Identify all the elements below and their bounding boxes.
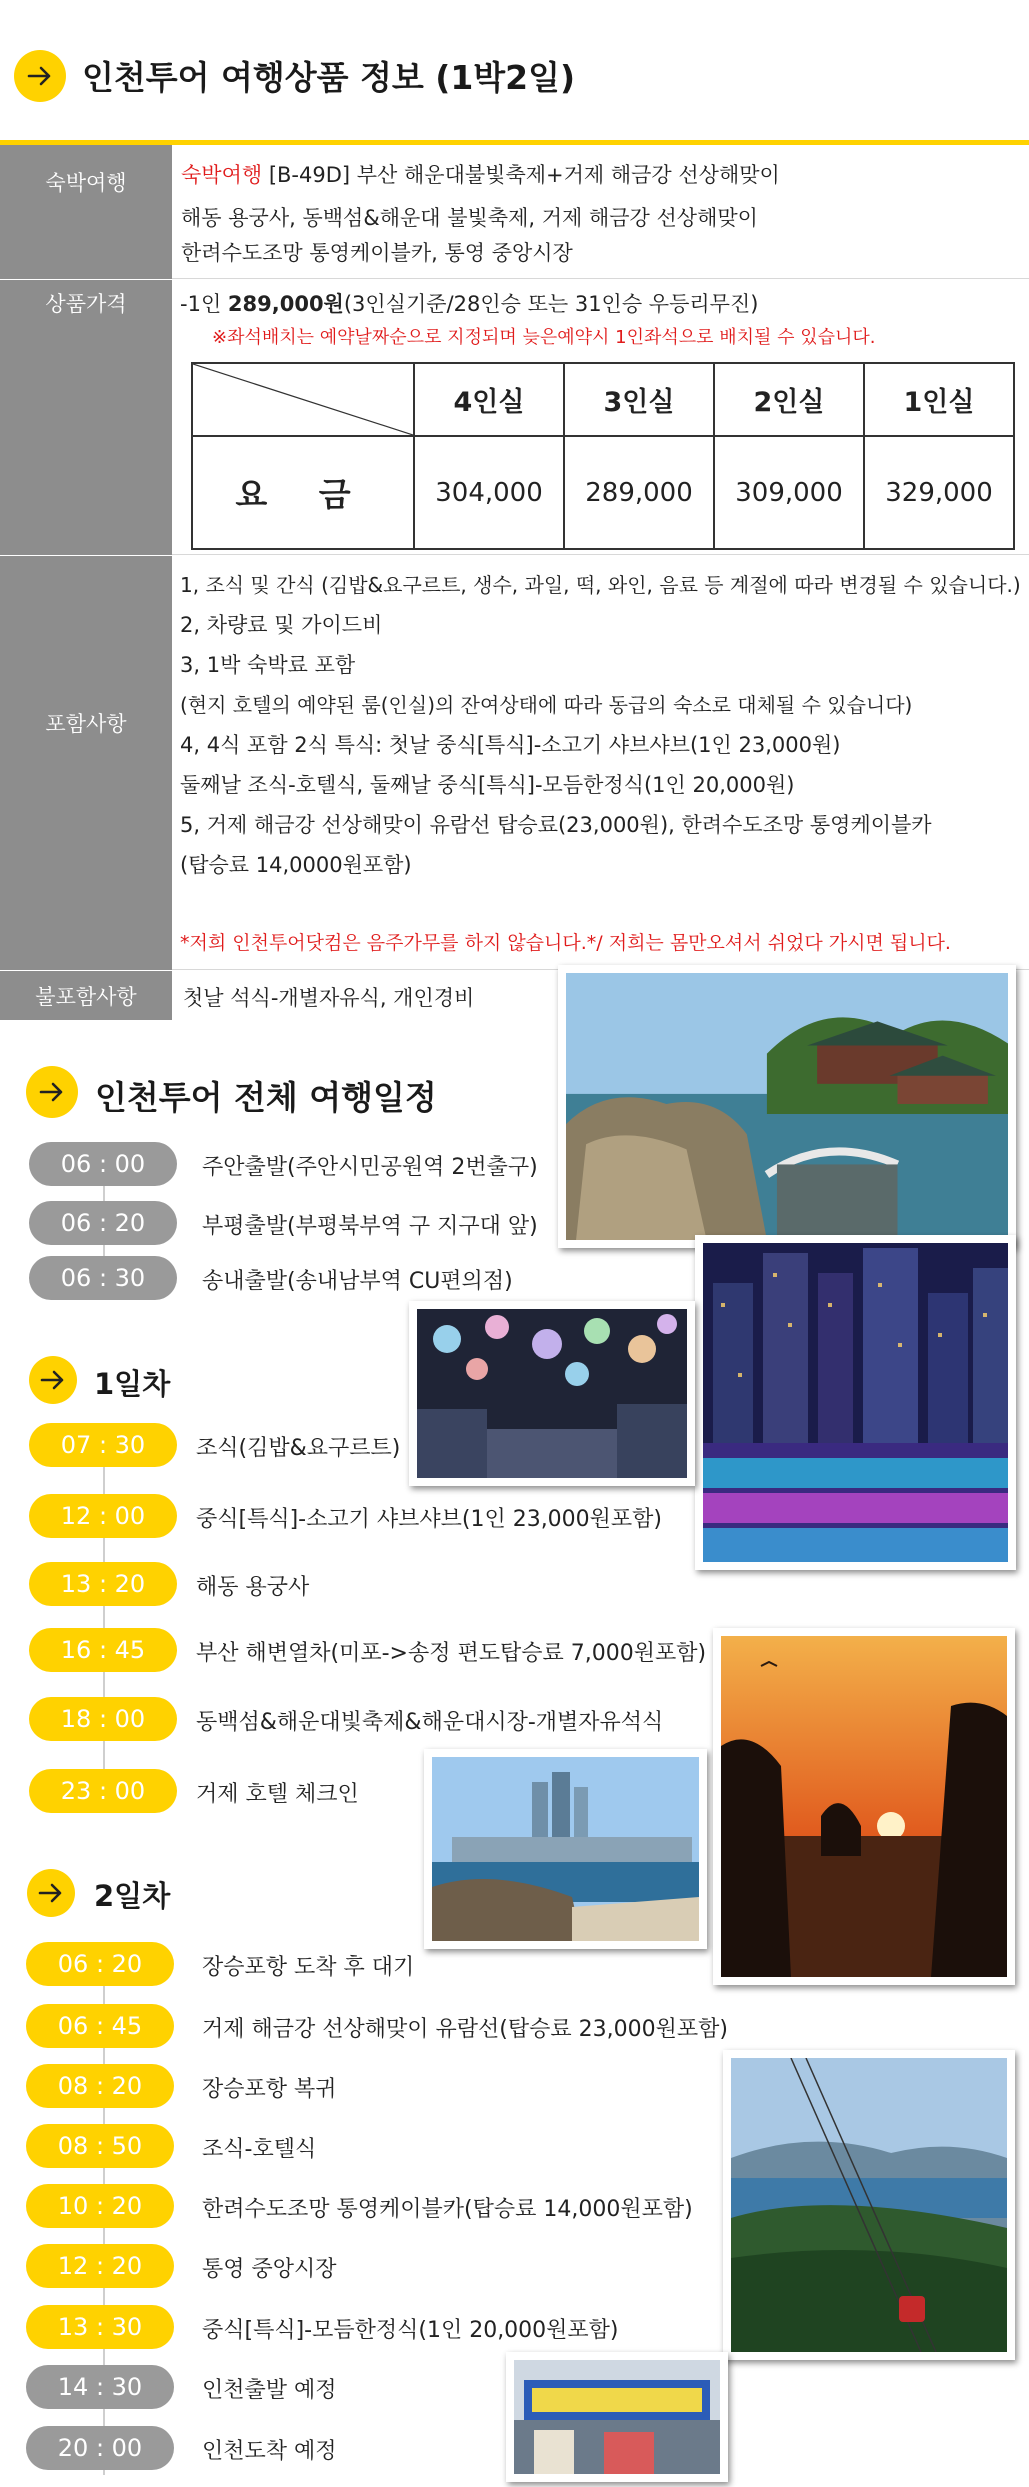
schedule-arrow-icon [26, 1066, 78, 1118]
schedule-item: 인천도착 예정 [202, 2439, 337, 2464]
overnight-line3: 한려수도조망 통영케이블카, 통영 중앙시장 [181, 241, 573, 265]
schedule-item: 조식(김밥&요구르트) [196, 1436, 401, 1461]
beach-skyline-photo [424, 1749, 707, 1949]
included-cell [172, 556, 1029, 970]
schedule-item: 한려수도조망 통영케이블카(탑승료 14,000원포함) [202, 2197, 693, 2222]
label-excluded: 불포함사항 [0, 971, 172, 1020]
schedule-item: 거제 해금강 선상해맞이 유람선(탑승료 23,000원포함) [202, 2017, 728, 2042]
day2-title: 2일차 [94, 1879, 171, 1913]
schedule-item: 장승포항 복귀 [202, 2077, 337, 2102]
fee-3: 289,000 [564, 436, 714, 549]
included-line-6: 둘째날 조식-호텔식, 둘째날 중식[특식]-모듬한정식(1인 20,000원) [180, 773, 795, 797]
overnight-line2: 해동 용궁사, 동백섬&해운대 불빛축제, 거제 해금강 선상해맞이 [181, 206, 758, 230]
schedule-item: 주안출발(주안시민공원역 2번출구) [202, 1155, 538, 1180]
day1-title: 1일차 [94, 1367, 171, 1401]
price-amount: 289,000원 [227, 292, 344, 316]
time-pill: 06 : 30 [29, 1256, 177, 1300]
overnight-line1 [181, 159, 780, 189]
diagonal-cell [192, 363, 414, 436]
schedule-item: 중식[특식]-모듬한정식(1인 20,000원포함) [202, 2318, 619, 2343]
schedule-item: 부산 해변열차(미포->송정 편도탑승료 7,000원포함) [196, 1641, 707, 1666]
time-pill: 08 : 20 [26, 2064, 174, 2108]
notice-text: *저희 인천투어닷컴은 음주가무를 하지 않습니다.*/ 저희는 몸만오셔서 쉬었다 가시면 됩니다. [180, 932, 951, 954]
label-included: 포함사항 [0, 556, 172, 970]
time-pill: 06 : 45 [26, 2004, 174, 2048]
header-arrow-icon [14, 50, 66, 102]
time-pill: 13 : 30 [26, 2305, 174, 2349]
time-pill: 20 : 00 [26, 2426, 174, 2470]
overnight-cell [172, 145, 1029, 279]
schedule-item: 거제 호텔 체크인 [196, 1782, 359, 1807]
time-pill: 16 : 45 [29, 1628, 177, 1672]
schedule-item: 송내출발(송내남부역 CU편의점) [202, 1269, 513, 1294]
schedule-title: 인천투어 전체 여행일정 [95, 1078, 437, 1117]
time-pill: 13 : 20 [29, 1562, 177, 1606]
excluded-text: 첫날 석식-개별자유식, 개인경비 [183, 986, 475, 1010]
label-overnight: 숙박여행 [0, 145, 172, 279]
overnight-title: [B-49D] 부산 해운대불빛축제+거제 해금강 선상해맞이 [262, 163, 780, 187]
fee-4: 304,000 [414, 436, 564, 549]
room-4: 4인실 [414, 363, 564, 436]
temple-photo [558, 965, 1016, 1248]
included-line-2: 2, 차량료 및 가이드비 [180, 613, 383, 637]
time-pill: 06 : 20 [29, 1201, 177, 1245]
time-pill: 14 : 30 [26, 2365, 174, 2409]
market-photo [506, 2352, 728, 2482]
included-line-7: 5, 거제 해금강 선상해맞이 유람선 탑승료(23,000원), 한려수도조망 통영케이블카 [180, 813, 932, 837]
included-line-3: 3, 1박 숙박료 포함 [180, 653, 356, 677]
sunrise-photo [713, 1628, 1015, 1985]
schedule-item: 해동 용궁사 [196, 1575, 310, 1600]
fee-1: 329,000 [864, 436, 1014, 549]
room-2: 2인실 [714, 363, 864, 436]
overnight-tag: 숙박여행 [181, 163, 263, 187]
schedule-item: 중식[특식]-소고기 샤브샤브(1인 23,000원포함) [196, 1507, 663, 1532]
included-line-5: 4, 4식 포함 2식 특식: 첫날 중식[특식]-소고기 샤브샤브(1인 23,000원) [180, 733, 841, 757]
price-line: -1인 289,000원(3인실기준/28인승 또는 31인승 우등리무진) [180, 292, 759, 316]
night-light-festival-photo [695, 1235, 1016, 1570]
time-pill: 18 : 00 [29, 1697, 177, 1741]
schedule-item: 부평출발(부평북부역 구 지구대 앞) [202, 1214, 538, 1239]
time-pill: 12 : 20 [26, 2244, 174, 2288]
time-pill: 23 : 00 [29, 1769, 177, 1813]
page-title: 인천투어 여행상품 정보 (1박2일) [82, 58, 576, 97]
time-pill: 06 : 20 [26, 1942, 174, 1986]
fee-2: 309,000 [714, 436, 864, 549]
schedule-item: 동백섬&해운대빛축제&해운대시장-개별자유석식 [196, 1710, 664, 1735]
price-table [191, 362, 1015, 550]
included-line-8: (탑승료 14,0000원포함) [180, 853, 412, 877]
cable-car-photo [723, 2050, 1015, 2360]
room-3: 3인실 [564, 363, 714, 436]
time-pill: 07 : 30 [29, 1423, 177, 1467]
time-pill: 06 : 00 [29, 1142, 177, 1186]
schedule-item: 장승포항 도착 후 대기 [202, 1955, 415, 1980]
lantern-street-photo [409, 1301, 695, 1486]
day1-arrow-icon [29, 1356, 77, 1404]
time-pill: 10 : 20 [26, 2184, 174, 2228]
schedule-item: 통영 중앙시장 [202, 2257, 337, 2282]
fee-label: 요 금 [192, 436, 414, 549]
schedule-item: 인천출발 예정 [202, 2378, 337, 2403]
day2-arrow-icon [27, 1869, 75, 1917]
time-pill: 12 : 00 [29, 1494, 177, 1538]
room-1: 1인실 [864, 363, 1014, 436]
schedule-item: 조식-호텔식 [202, 2137, 317, 2162]
included-line-1: 1, 조식 및 간식 (김밥&요구르트, 생수, 과일, 떡, 와인, 음료 등 계절에 따라 변경될 수 있습니다.) [180, 573, 1021, 597]
seat-note: ※좌석배치는 예약날짜순으로 지정되며 늦은예약시 1인좌석으로 배치될 수 있습니다. [212, 327, 876, 348]
included-line-4: (현지 호텔의 예약된 룸(인실)의 잔여상태에 따라 동급의 숙소로 대체될 수 있습니다) [180, 693, 913, 717]
time-pill: 08 : 50 [26, 2124, 174, 2168]
label-price: 상품가격 [0, 280, 172, 555]
